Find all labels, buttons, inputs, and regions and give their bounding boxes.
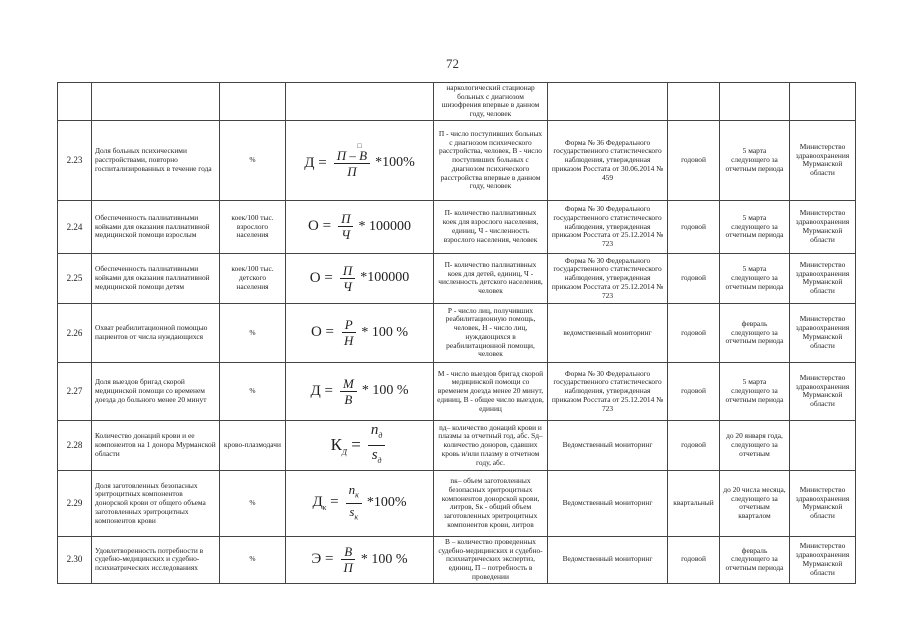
formula-denominator: В <box>344 391 353 407</box>
data-source: Ведомственный мониторинг <box>548 420 668 470</box>
formula-cell <box>286 420 434 470</box>
indicator-name: Обеспеченность паллиативными койками для оказания паллиативной медицинской помощи детям <box>92 253 220 303</box>
formula-multiplier: *100% <box>375 155 415 171</box>
unit-cell: крово-плазмодачи <box>220 420 286 470</box>
formula-fraction <box>368 421 386 470</box>
periodicity: годовой <box>668 362 720 420</box>
table-row <box>58 253 856 303</box>
deadline: 5 марта следующего за отчетным периода <box>720 253 790 303</box>
periodicity: годовой <box>668 253 720 303</box>
formula-numerator: Р <box>342 317 356 333</box>
formula-numerator: М <box>340 376 357 392</box>
row-number: 2.30 <box>58 536 92 583</box>
formula-denominator: $s_д$ <box>371 446 382 465</box>
indicator-name <box>92 83 220 121</box>
formula-multiplier: *100% <box>366 495 407 511</box>
row-number: 2.25 <box>58 253 92 303</box>
formula-fraction <box>334 148 370 179</box>
table-row <box>58 362 856 420</box>
deadline: до 20 числа месяца, следующего за отчетным кварталом <box>720 470 790 536</box>
formula-description: В – количество проведенных судебно-медицинских и судебно-психиатрических экспертиз, единиц, П – потребность в проведении <box>434 536 548 583</box>
formula <box>331 421 389 470</box>
table-row <box>58 120 856 200</box>
responsible-body: Министерство здравоохранения Мурманской области <box>790 303 856 362</box>
formula-fraction <box>340 376 357 407</box>
formula-denominator: Ч <box>341 227 351 243</box>
formula-lhs: О = <box>308 218 332 235</box>
table-row <box>58 470 856 536</box>
formula-numerator: $n_к$ <box>346 482 362 504</box>
responsible-body: Министерство здравоохранения Мурманской области <box>790 253 856 303</box>
data-source: Форма № 30 Федерального государственного статистического наблюдения, утвержденная приказом Росстата от 25.12.2014 № 723 <box>548 200 668 253</box>
formula-fraction <box>341 544 356 575</box>
responsible-body: Министерство здравоохранения Мурманской области <box>790 200 856 253</box>
formula-denominator: П <box>347 164 357 180</box>
formula-description: наркологический стационар больных с диагнозом шизофрения впервые в данном году, человек <box>434 83 548 121</box>
formula-cell <box>286 470 434 536</box>
responsible-body: Министерство здравоохранения Мурманской области <box>790 536 856 583</box>
formula <box>311 376 409 407</box>
formula-cell <box>286 83 434 121</box>
periodicity <box>668 83 720 121</box>
deadline: февраль следующего за отчетным периода <box>720 303 790 362</box>
row-number: 2.26 <box>58 303 92 362</box>
deadline <box>720 83 790 121</box>
formula-fraction <box>346 482 362 524</box>
formula-description: Р - число лиц, получивших реабилитационную помощь, человек, Н - число лиц, нуждающихся в реабилитационной помощи, человек <box>434 303 548 362</box>
indicator-name: Обеспеченность паллиативными койками для оказания паллиативной медицинской помощи взрослым <box>92 200 220 253</box>
indicator-name: Охват реабилитационной помощью пациентов от числа нуждающихся <box>92 303 220 362</box>
periodicity: годовой <box>668 120 720 200</box>
formula-cell <box>286 200 434 253</box>
formula-multiplier: * 100 % <box>361 324 409 340</box>
deadline: 5 марта следующего за отчетным периода <box>720 200 790 253</box>
table-row <box>58 536 856 583</box>
formula <box>304 148 414 179</box>
formula-cell <box>286 303 434 362</box>
checkbox-mark: □ <box>357 141 362 150</box>
row-number: 2.28 <box>58 420 92 470</box>
responsible-body <box>790 83 856 121</box>
formula-lhs: Д = <box>304 154 327 171</box>
data-source: Ведомственный мониторинг <box>548 536 668 583</box>
formula-cell <box>286 253 434 303</box>
table-row <box>58 303 856 362</box>
formula-denominator: $s_к$ <box>349 503 359 522</box>
responsible-body <box>790 420 856 470</box>
indicator-name: Количество донаций крови и ее компонентов на 1 донора Мурманской области <box>92 420 220 470</box>
data-source: ведомственный мониторинг <box>548 303 668 362</box>
data-source <box>548 83 668 121</box>
indicator-name: Доля заготовленных безопасных эритроцитных компонентов донорской крови от общего объема заготовленных эритроцитных компонентов крови <box>92 470 220 536</box>
data-source: Форма № 36 Федерального государственного статистического наблюдения, утвержденная приказом Росстата от 30.06.2014 № 459 <box>548 120 668 200</box>
responsible-body: Министерство здравоохранения Мурманской области <box>790 470 856 536</box>
formula-lhs: О = <box>310 324 334 341</box>
periodicity: квартальный <box>668 470 720 536</box>
formula-denominator: П <box>343 560 353 576</box>
unit-cell <box>220 83 286 121</box>
deadline: до 20 января года, следующего за отчетным <box>720 420 790 470</box>
formula-numerator: П <box>340 263 355 279</box>
formula-denominator: Н <box>343 333 354 349</box>
data-source: Ведомственный мониторинг <box>548 470 668 536</box>
formula-description: М - число выездов бригад скорой медицинской помощи со временем доезда менее 20 минут, единиц, В - общее число выездов, единиц <box>434 362 548 420</box>
formula-fraction <box>341 317 356 348</box>
formula <box>312 482 406 524</box>
formula-fraction <box>338 211 353 242</box>
formula-multiplier: *100000 <box>360 270 410 286</box>
page-number: 72 <box>446 56 459 71</box>
periodicity: годовой <box>668 536 720 583</box>
indicator-name: Доля больных психическими расстройствами, повторно госпитализированных в течение года <box>92 120 220 200</box>
formula-cell <box>286 362 434 420</box>
formula-numerator: $n_д$ <box>368 421 386 446</box>
formula-lhs: Д = <box>310 382 333 399</box>
deadline: февраль следующего за отчетным периода <box>720 536 790 583</box>
formula-numerator: П – В <box>334 148 370 164</box>
unit-cell: коек/100 тыс. детского населения <box>220 253 286 303</box>
formula-multiplier: * 100 % <box>360 551 408 567</box>
indicator-name: Доля выездов бригад скорой медицинской помощи со временем доезда до больного менее 20 минут <box>92 362 220 420</box>
formula-description: nд– количество донаций крови и плазмы за отчетный год, абс. Sд– количество доноров, сдавших кровь и/или плазму в отчетном году, абс. <box>434 420 548 470</box>
unit-cell: % <box>220 120 286 200</box>
unit-cell: % <box>220 536 286 583</box>
periodicity: годовой <box>668 420 720 470</box>
formula-multiplier: * 100 % <box>361 383 409 399</box>
data-source: Форма № 30 Федерального государственного статистического наблюдения, утвержденная приказом Росстата от 25.12.2014 № 723 <box>548 362 668 420</box>
formula-cell <box>286 120 434 200</box>
indicators-table <box>57 82 856 584</box>
unit-cell: % <box>220 303 286 362</box>
formula <box>311 317 408 348</box>
formula-multiplier: * 100000 <box>358 218 411 234</box>
row-number: 2.29 <box>58 470 92 536</box>
formula-fraction <box>340 263 355 294</box>
unit-cell: коек/100 тыс. взрослого населения <box>220 200 286 253</box>
formula-lhs: $Д_к$ = <box>312 494 339 513</box>
formula-description: П- количество паллиативных коек для взрослого населения, единиц, Ч - численность взрослого населения, человек <box>434 200 548 253</box>
table-row <box>58 420 856 470</box>
formula <box>308 211 411 242</box>
formula-description: nк– объем заготовленных безопасных эритроцитных компонентов донорской крови, литров, Sк - общий объем заготовленных эритроцитных компонентов крови, литров <box>434 470 548 536</box>
formula-denominator: Ч <box>343 278 352 294</box>
unit-cell: % <box>220 362 286 420</box>
table-row <box>58 200 856 253</box>
row-number: 2.24 <box>58 200 92 253</box>
formula-description: П- количество паллиативных коек для детей, единиц, Ч - численность детского населения, человек <box>434 253 548 303</box>
formula-lhs: О = <box>309 269 333 286</box>
responsible-body: Министерство здравоохранения Мурманской области <box>790 120 856 200</box>
row-number <box>58 83 92 121</box>
formula-numerator: П <box>338 211 353 227</box>
formula <box>311 544 407 575</box>
unit-cell: % <box>220 470 286 536</box>
formula <box>310 263 409 294</box>
responsible-body: Министерство здравоохранения Мурманской области <box>790 362 856 420</box>
table-row <box>58 83 856 121</box>
formula-numerator: В <box>341 544 355 560</box>
formula-lhs: $К_Д$ = <box>330 434 361 456</box>
deadline: 5 марта следующего за отчетным периода <box>720 362 790 420</box>
formula-description: П - число поступивших больных с диагнозом психического расстройства, человек, В - число поступивших больных с диагнозом психического расстройства впервые в данном году, человек <box>434 120 548 200</box>
formula-lhs: Э = <box>311 550 334 567</box>
formula-cell <box>286 536 434 583</box>
data-source: Форма № 30 Федерального государственного статистического наблюдения, утвержденная приказом Росстата от 25.12.2014 № 723 <box>548 253 668 303</box>
periodicity: годовой <box>668 200 720 253</box>
periodicity: годовой <box>668 303 720 362</box>
indicator-name: Удовлетворенность потребности в судебно-медицинских и судебно-психиатрических исследованиях <box>92 536 220 583</box>
row-number: 2.23 <box>58 120 92 200</box>
row-number: 2.27 <box>58 362 92 420</box>
deadline: 5 марта следующего за отчетным периода <box>720 120 790 200</box>
